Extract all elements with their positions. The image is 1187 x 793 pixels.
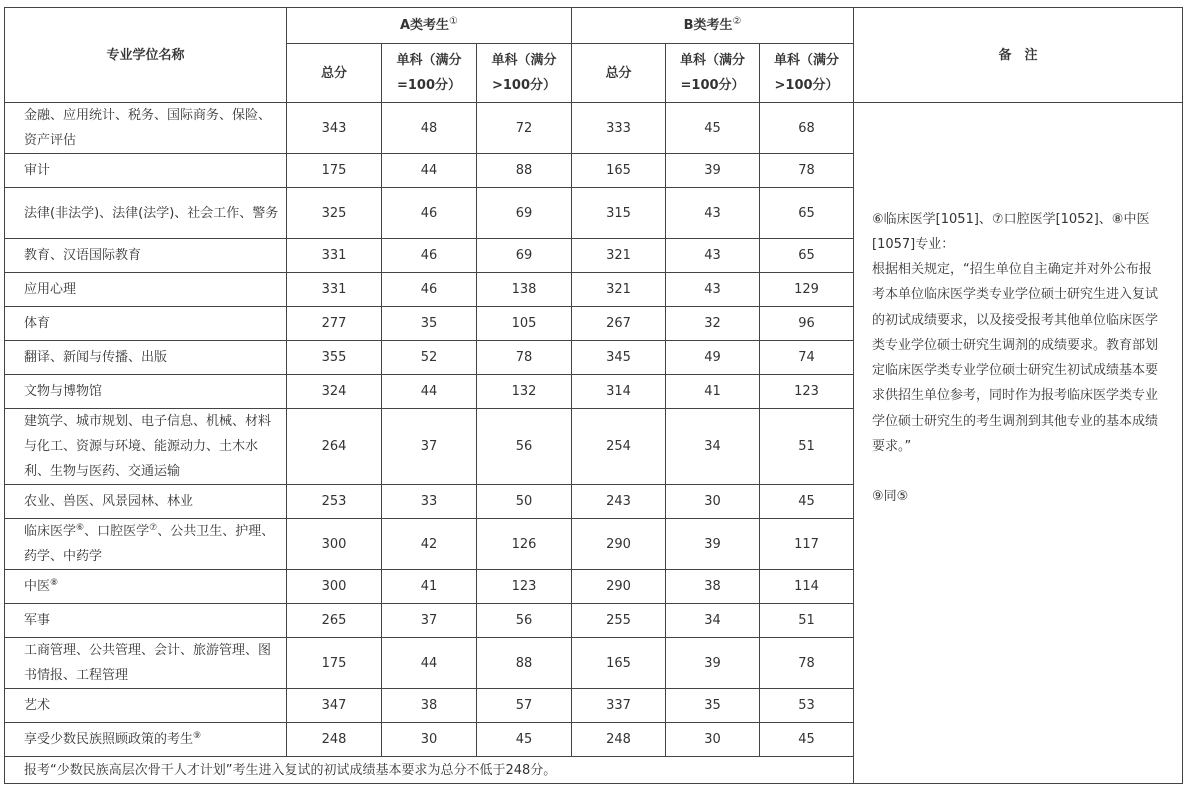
group-a-label: A类考生 [399, 18, 450, 33]
cell-a-total: 264 [287, 409, 382, 485]
cell-a-single-100: 41 [382, 570, 477, 604]
cell-a-single-100: 37 [382, 604, 477, 638]
cell-degree-name [5, 375, 287, 409]
cell-degree-name [5, 570, 287, 604]
cell-b-single-gt100: 74 [760, 341, 854, 375]
group-b-mark: ② [732, 16, 742, 27]
cell-b-total: 337 [572, 689, 666, 723]
cell-a-single-gt100: 45 [477, 723, 572, 757]
cell-b-total: 321 [572, 239, 666, 273]
cell-b-single-gt100: 45 [760, 723, 854, 757]
cell-a-total: 175 [287, 638, 382, 689]
cell-a-single-gt100: 78 [477, 341, 572, 375]
cell-a-total: 325 [287, 188, 382, 239]
cell-b-single-gt100: 123 [760, 375, 854, 409]
name-mark: ⑧ [50, 578, 59, 588]
cell-a-total: 347 [287, 689, 382, 723]
group-a-mark: ① [449, 16, 459, 27]
cell-b-single-100: 43 [666, 273, 760, 307]
score-requirements-table [4, 7, 1183, 784]
cell-b-single-100: 30 [666, 485, 760, 519]
name-text: 建筑学、城市规划、电子信息、机械、材料与化工、资源与环境、能源动力、土木水利、生物与医药、交通运输 [24, 414, 272, 479]
cell-b-total: 321 [572, 273, 666, 307]
cell-degree-name [5, 409, 287, 485]
cell-a-total: 175 [287, 154, 382, 188]
cell-degree-name [5, 307, 287, 341]
cell-a-single-gt100: 56 [477, 409, 572, 485]
cell-a-total: 300 [287, 570, 382, 604]
cell-b-total: 267 [572, 307, 666, 341]
cell-a-single-gt100: 88 [477, 154, 572, 188]
cell-a-total: 300 [287, 519, 382, 570]
cell-b-single-gt100: 129 [760, 273, 854, 307]
name-mark: ⑥ [76, 523, 85, 533]
cell-b-single-gt100: 78 [760, 154, 854, 188]
cell-a-single-gt100: 126 [477, 519, 572, 570]
remarks-cell [854, 103, 1183, 784]
cell-a-total: 324 [287, 375, 382, 409]
remark-spacer [872, 459, 1164, 484]
name-mark: ⑦ [149, 523, 158, 533]
col-group-a [287, 8, 572, 44]
remark-minority: ⑨同⑤ [872, 488, 909, 504]
cell-a-single-gt100: 105 [477, 307, 572, 341]
cell-b-total: 248 [572, 723, 666, 757]
group-b-label: B类考生 [683, 18, 733, 33]
cell-degree-name [5, 604, 287, 638]
cell-a-single-100: 30 [382, 723, 477, 757]
cell-a-total: 331 [287, 273, 382, 307]
cell-b-total: 255 [572, 604, 666, 638]
remark-medical-title: ⑥临床医学[1051]、⑦口腔医学[1052]、⑧中医[1057]专业： [872, 211, 1150, 253]
cell-a-single-100: 46 [382, 273, 477, 307]
cell-a-single-100: 44 [382, 638, 477, 689]
cell-b-single-gt100: 65 [760, 239, 854, 273]
cell-a-single-100: 44 [382, 154, 477, 188]
name-text: 应用心理 [24, 282, 77, 297]
name-text: 军事 [24, 613, 51, 628]
cell-b-single-100: 45 [666, 103, 760, 154]
header-row-1 [5, 8, 1183, 44]
cell-b-single-100: 39 [666, 638, 760, 689]
cell-a-single-gt100: 50 [477, 485, 572, 519]
col-header-name: 专业学位名称 [5, 8, 287, 103]
name-text: 、公共卫生、护理、药学、中药学 [24, 524, 275, 564]
col-b-single-gt100: 单科（满分>100分） [760, 44, 854, 103]
cell-b-single-100: 30 [666, 723, 760, 757]
cell-a-single-gt100: 138 [477, 273, 572, 307]
cell-b-single-100: 34 [666, 604, 760, 638]
remark-medical-body: 根据相关规定，“招生单位自主确定并对外公布报考本单位临床医学类专业学位硕士研究生进入复试的初试成绩要求，以及接受报考其他单位临床医学类专业学位硕士研究生调剂的成绩要求。教育部划定临床医学类专业学位硕士研究生初试成绩基本要求供招生单位参考，同时作为报考临床医学类专业学位硕士研究生的考生调剂到其他专业的基本成绩要求。” [872, 262, 1159, 454]
cell-degree-name [5, 723, 287, 757]
cell-b-single-gt100: 78 [760, 638, 854, 689]
cell-degree-name [5, 638, 287, 689]
cell-b-single-gt100: 51 [760, 604, 854, 638]
name-text: 临床医学 [24, 524, 77, 539]
cell-a-total: 355 [287, 341, 382, 375]
col-header-remarks: 备 注 [854, 8, 1183, 103]
cell-a-single-gt100: 69 [477, 188, 572, 239]
cell-a-total: 343 [287, 103, 382, 154]
cell-b-total: 165 [572, 638, 666, 689]
cell-b-total: 333 [572, 103, 666, 154]
cell-a-single-100: 44 [382, 375, 477, 409]
cell-b-single-gt100: 68 [760, 103, 854, 154]
col-group-b [572, 8, 854, 44]
cell-a-single-100: 46 [382, 188, 477, 239]
cell-b-single-100: 43 [666, 239, 760, 273]
name-text: 翻译、新闻与传播、出版 [24, 350, 168, 365]
cell-a-single-100: 38 [382, 689, 477, 723]
cell-a-single-gt100: 132 [477, 375, 572, 409]
cell-a-single-100: 48 [382, 103, 477, 154]
cell-b-total: 254 [572, 409, 666, 485]
cell-a-single-100: 33 [382, 485, 477, 519]
cell-a-total: 331 [287, 239, 382, 273]
cell-b-single-100: 49 [666, 341, 760, 375]
cell-a-total: 248 [287, 723, 382, 757]
cell-a-total: 265 [287, 604, 382, 638]
table-row [5, 103, 1183, 154]
name-text: 农业、兽医、风景园林、林业 [24, 494, 194, 509]
cell-b-single-100: 32 [666, 307, 760, 341]
col-a-single-gt100: 单科（满分>100分） [477, 44, 572, 103]
cell-b-total: 165 [572, 154, 666, 188]
col-b-single-100: 单科（满分=100分） [666, 44, 760, 103]
cell-b-total: 315 [572, 188, 666, 239]
cell-a-total: 277 [287, 307, 382, 341]
cell-b-single-gt100: 96 [760, 307, 854, 341]
cell-degree-name [5, 341, 287, 375]
cell-a-single-100: 42 [382, 519, 477, 570]
name-mark: ⑨ [193, 731, 202, 741]
cell-degree-name [5, 188, 287, 239]
name-text: 工商管理、公共管理、会计、旅游管理、图书情报、工程管理 [24, 643, 272, 683]
cell-a-single-gt100: 123 [477, 570, 572, 604]
cell-a-total: 253 [287, 485, 382, 519]
name-text: 艺术 [24, 698, 51, 713]
cell-b-total: 345 [572, 341, 666, 375]
cell-degree-name [5, 689, 287, 723]
cell-degree-name [5, 154, 287, 188]
cell-b-total: 290 [572, 519, 666, 570]
cell-a-single-100: 35 [382, 307, 477, 341]
name-text: 文物与博物馆 [24, 384, 103, 399]
name-text: 金融、应用统计、税务、国际商务、保险、资产评估 [24, 108, 272, 148]
cell-b-total: 314 [572, 375, 666, 409]
cell-b-single-100: 39 [666, 519, 760, 570]
cell-a-single-gt100: 56 [477, 604, 572, 638]
cell-degree-name [5, 239, 287, 273]
cell-degree-name [5, 519, 287, 570]
cell-a-single-gt100: 72 [477, 103, 572, 154]
cell-b-single-100: 34 [666, 409, 760, 485]
cell-a-single-100: 52 [382, 341, 477, 375]
name-text: 审计 [24, 163, 51, 178]
cell-b-single-gt100: 65 [760, 188, 854, 239]
col-b-total: 总分 [572, 44, 666, 103]
cell-b-single-100: 38 [666, 570, 760, 604]
col-a-single-100: 单科（满分=100分） [382, 44, 477, 103]
name-text: 教育、汉语国际教育 [24, 248, 142, 263]
score-table-container [4, 7, 1182, 784]
cell-a-single-gt100: 57 [477, 689, 572, 723]
cell-b-total: 290 [572, 570, 666, 604]
cell-a-single-100: 46 [382, 239, 477, 273]
cell-degree-name [5, 485, 287, 519]
cell-b-single-gt100: 51 [760, 409, 854, 485]
cell-degree-name [5, 103, 287, 154]
cell-b-single-gt100: 45 [760, 485, 854, 519]
footer-note: 报考“少数民族高层次骨干人才计划”考生进入复试的初试成绩基本要求为总分不低于248分。 [5, 757, 854, 784]
name-text: 享受少数民族照顾政策的考生 [24, 732, 194, 747]
cell-b-single-gt100: 114 [760, 570, 854, 604]
cell-b-single-100: 35 [666, 689, 760, 723]
cell-b-single-100: 41 [666, 375, 760, 409]
col-a-total: 总分 [287, 44, 382, 103]
cell-b-single-gt100: 53 [760, 689, 854, 723]
cell-b-single-gt100: 117 [760, 519, 854, 570]
name-text: 、口腔医学 [84, 524, 150, 539]
cell-a-single-gt100: 88 [477, 638, 572, 689]
cell-a-single-100: 37 [382, 409, 477, 485]
cell-degree-name [5, 273, 287, 307]
cell-b-total: 243 [572, 485, 666, 519]
cell-b-single-100: 39 [666, 154, 760, 188]
name-text: 法律(非法学)、法律(法学)、社会工作、警务 [24, 205, 279, 221]
name-text: 中医 [24, 579, 51, 594]
cell-a-single-gt100: 69 [477, 239, 572, 273]
cell-b-single-100: 43 [666, 188, 760, 239]
name-text: 体育 [24, 316, 51, 331]
